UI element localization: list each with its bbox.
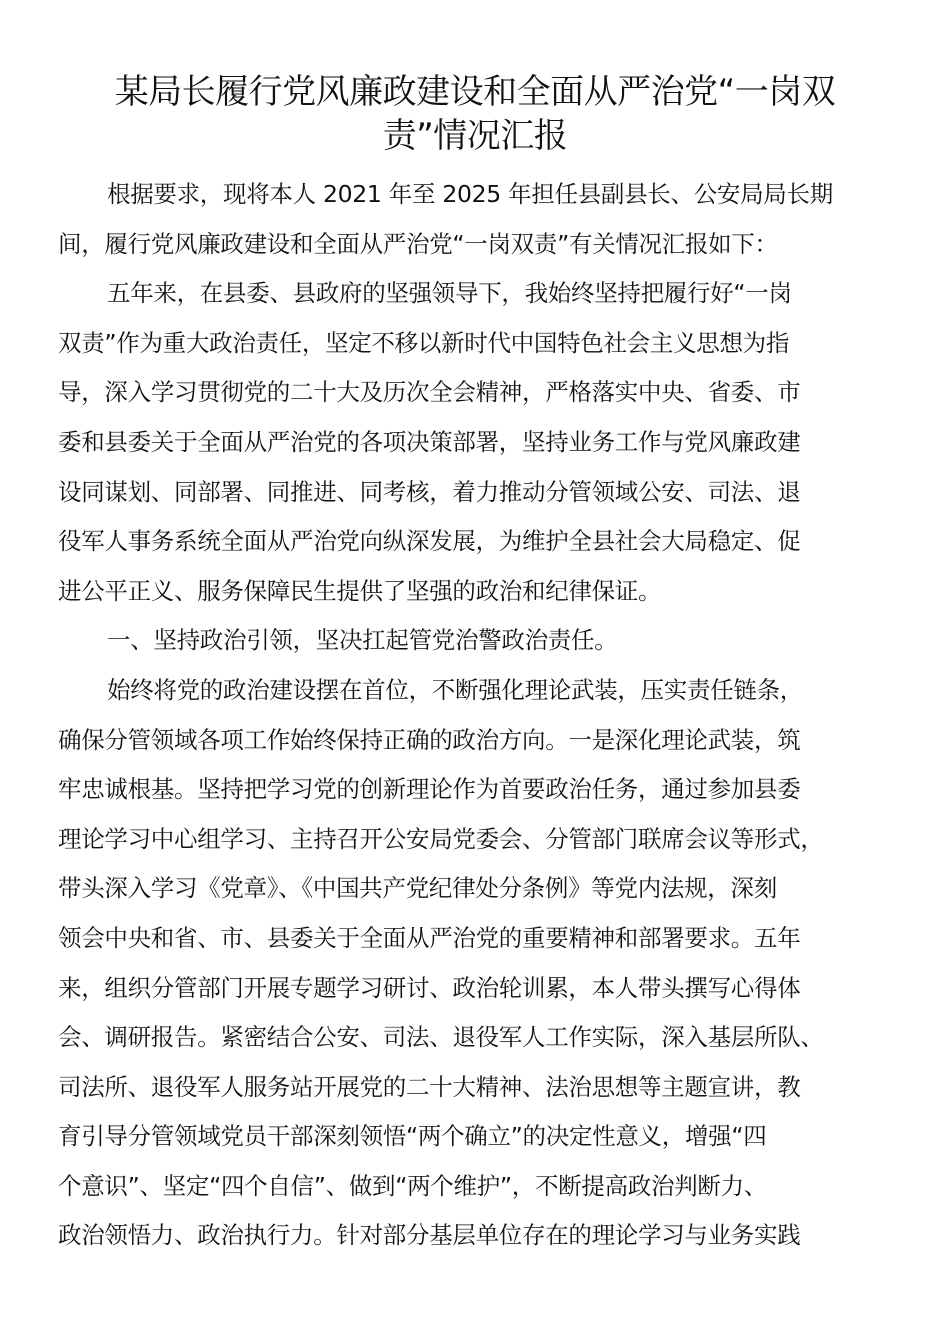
section-heading-text: 一、坚持政治引领，坚决扛起管党治警政治责任。 — [107, 626, 618, 655]
text-line: 设同谋划、同部署、同推进、同考核，着力推动分管领域公安、司法、退 — [58, 477, 801, 506]
text-line: 五年来，在县委、县政府的坚强领导下，我始终坚持把履行好“一岗 — [107, 279, 792, 308]
text-line: 来，组织分管部门开展专题学习研讨、政治轮训累，本人带头撰写心得体 — [58, 973, 801, 1002]
text-line: 委和县委关于全面从严治党的各项决策部署，坚持业务工作与党风廉政建 — [58, 427, 801, 456]
text-line: 带头深入学习《党章》、《中国共产党纪律处分条例》等党内法规，深刻 — [58, 874, 777, 903]
text-line: 双责”作为重大政治责任，坚定不移以新时代中国特色社会主义思想为指 — [58, 328, 790, 357]
text-line: 会、调研报告。紧密结合公安、司法、退役军人工作实际，深入基层所队、 — [58, 1023, 824, 1052]
text-line: 间，履行党风廉政建设和全面从严治党“一岗双责”有关情况汇报如下： — [58, 229, 778, 258]
text-line: 领会中央和省、市、县委关于全面从严治党的重要精神和部署要求。五年 — [58, 923, 801, 952]
title-line-2: 责”情况汇报 — [382, 116, 568, 156]
text-line: 役军人事务系统全面从严治党向纵深发展，为维护全县社会大局稳定、促 — [58, 527, 801, 556]
text-line: 个意识”、坚定“四个自信”、做到“两个维护”，不断提高政治判断力、 — [58, 1171, 767, 1200]
text-line: 根据要求，现将本人 2021 年至 2025 年担任县副县长、公安局局长期 — [107, 180, 833, 208]
text-line: 理论学习中心组学习、主持召开公安局党委会、分管部门联席会议等形式， — [58, 824, 824, 853]
section-heading-1 — [58, 616, 888, 666]
text-line: 牢忠诚根基。坚持把学习党的创新理论作为首要政治任务，通过参加县委 — [58, 775, 801, 804]
text-line: 导，深入学习贯彻党的二十大及历次全会精神，严格落实中央、省委、市 — [58, 378, 801, 407]
document-title — [60, 70, 890, 158]
text-line: 政治领悟力、政治执行力。针对部分基层单位存在的理论学习与业务实践 — [58, 1221, 801, 1250]
text-line: 育引导分管领域党员干部深刻领悟“两个确立”的决定性意义，增强“四 — [58, 1122, 767, 1151]
title-line-1: 某局长履行党风廉政建设和全面从严治党“一岗双 — [114, 72, 836, 112]
text-line: 确保分管领域各项工作始终保持正确的政治方向。一是深化理论武装，筑 — [58, 725, 801, 754]
paragraph-intro — [58, 170, 888, 269]
document-body — [58, 170, 888, 1261]
text-line: 进公平正义、服务保障民生提供了坚强的政治和纪律保证。 — [58, 576, 662, 605]
text-line: 司法所、退役军人服务站开展党的二十大精神、法治思想等主题宣讲，教 — [58, 1072, 801, 1101]
paragraph-section-1 — [58, 666, 888, 1261]
paragraph-overview — [58, 269, 888, 616]
text-line: 始终将党的政治建设摆在首位，不断强化理论武装，压实责任链条， — [107, 675, 803, 704]
